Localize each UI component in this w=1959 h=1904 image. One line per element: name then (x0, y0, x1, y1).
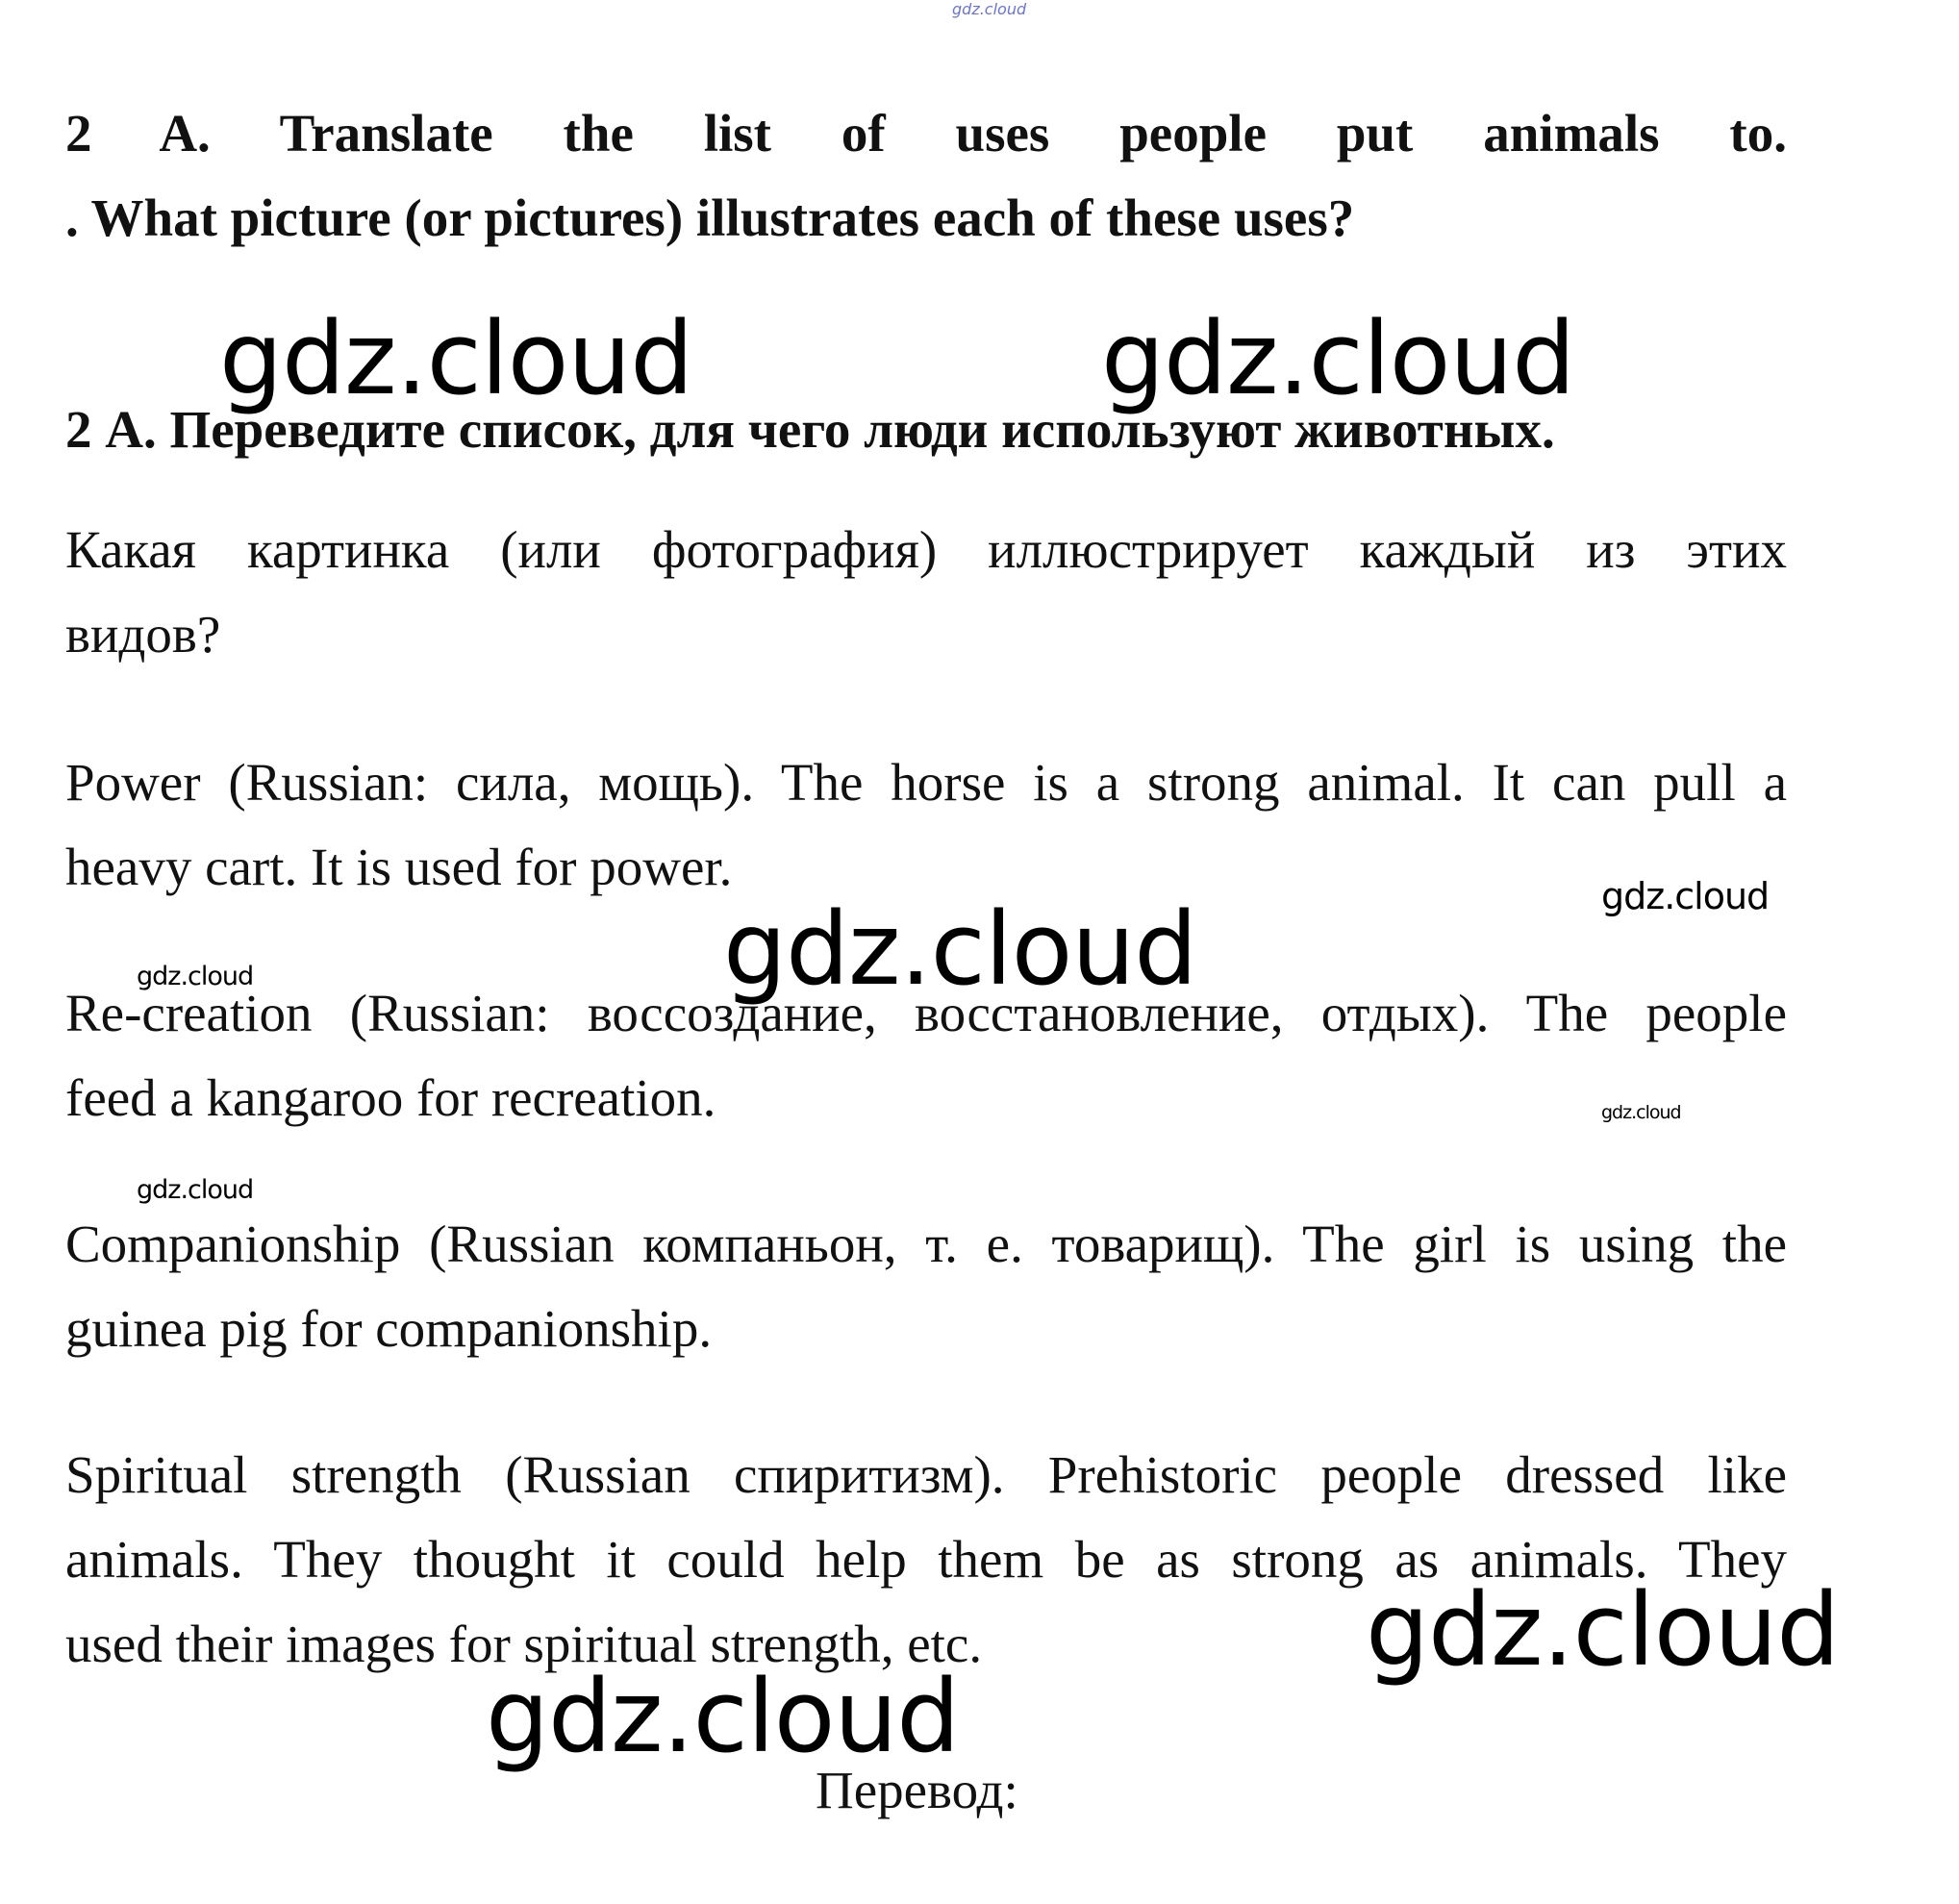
watermark: gdz.cloud (723, 890, 1197, 1008)
watermark: gdz.cloud (1366, 1571, 1840, 1689)
watermark-top: gdz.cloud (952, 0, 1027, 18)
watermark: gdz.cloud (219, 300, 693, 417)
watermark: gdz.cloud (137, 962, 254, 991)
task-question-russian (65, 508, 1787, 677)
task-question-russian-line2: видов? (65, 605, 221, 664)
answer-line: Companionship (Russian компаньон, т. е. товарищ). The girl is using the (65, 1215, 1787, 1273)
task-heading-english-line2: . What picture (or pictures) illustrates each of these uses? (65, 188, 1355, 247)
task-heading-russian-line: 2 А. Переведите список, для чего люди используют животных. (65, 400, 1555, 459)
watermark: gdz.cloud (137, 1175, 254, 1205)
task-question-russian-line1: Какая картинка (или фотография) иллюстрирует каждый из этих (65, 520, 1787, 579)
answer-paragraph-companionship (65, 1202, 1787, 1371)
answer-line: Spiritual strength (Russian спиритизм). Prehistoric people dressed like (65, 1445, 1787, 1504)
watermark: gdz.cloud (1101, 300, 1575, 417)
answer-line: heavy cart. It is used for power. (65, 838, 733, 896)
answer-line: used their images for spiritual strength, etc. (65, 1615, 983, 1673)
watermark: gdz.cloud (1601, 875, 1770, 917)
watermark: gdz.cloud (486, 1658, 960, 1775)
watermark: gdz.cloud (1601, 1102, 1681, 1123)
answer-line: Power (Russian: сила, мощь). The horse is a strong animal. It can pull a (65, 753, 1787, 812)
answer-line: Re-creation (Russian: воссоздание, восстановление, отдых). The people (65, 984, 1787, 1042)
answer-line: guinea pig for companionship. (65, 1299, 713, 1358)
translation-label: Перевод: (816, 1761, 1018, 1819)
answer-line: animals. They thought it could help them be as strong as animals. They (65, 1530, 1787, 1589)
answer-paragraph-power (65, 740, 1787, 910)
task-heading-english-line1: 2 A. Translate the list of uses people put animals to. (65, 104, 1787, 163)
task-heading-english (65, 91, 1787, 261)
answer-line: feed a kangaroo for recreation. (65, 1068, 716, 1127)
